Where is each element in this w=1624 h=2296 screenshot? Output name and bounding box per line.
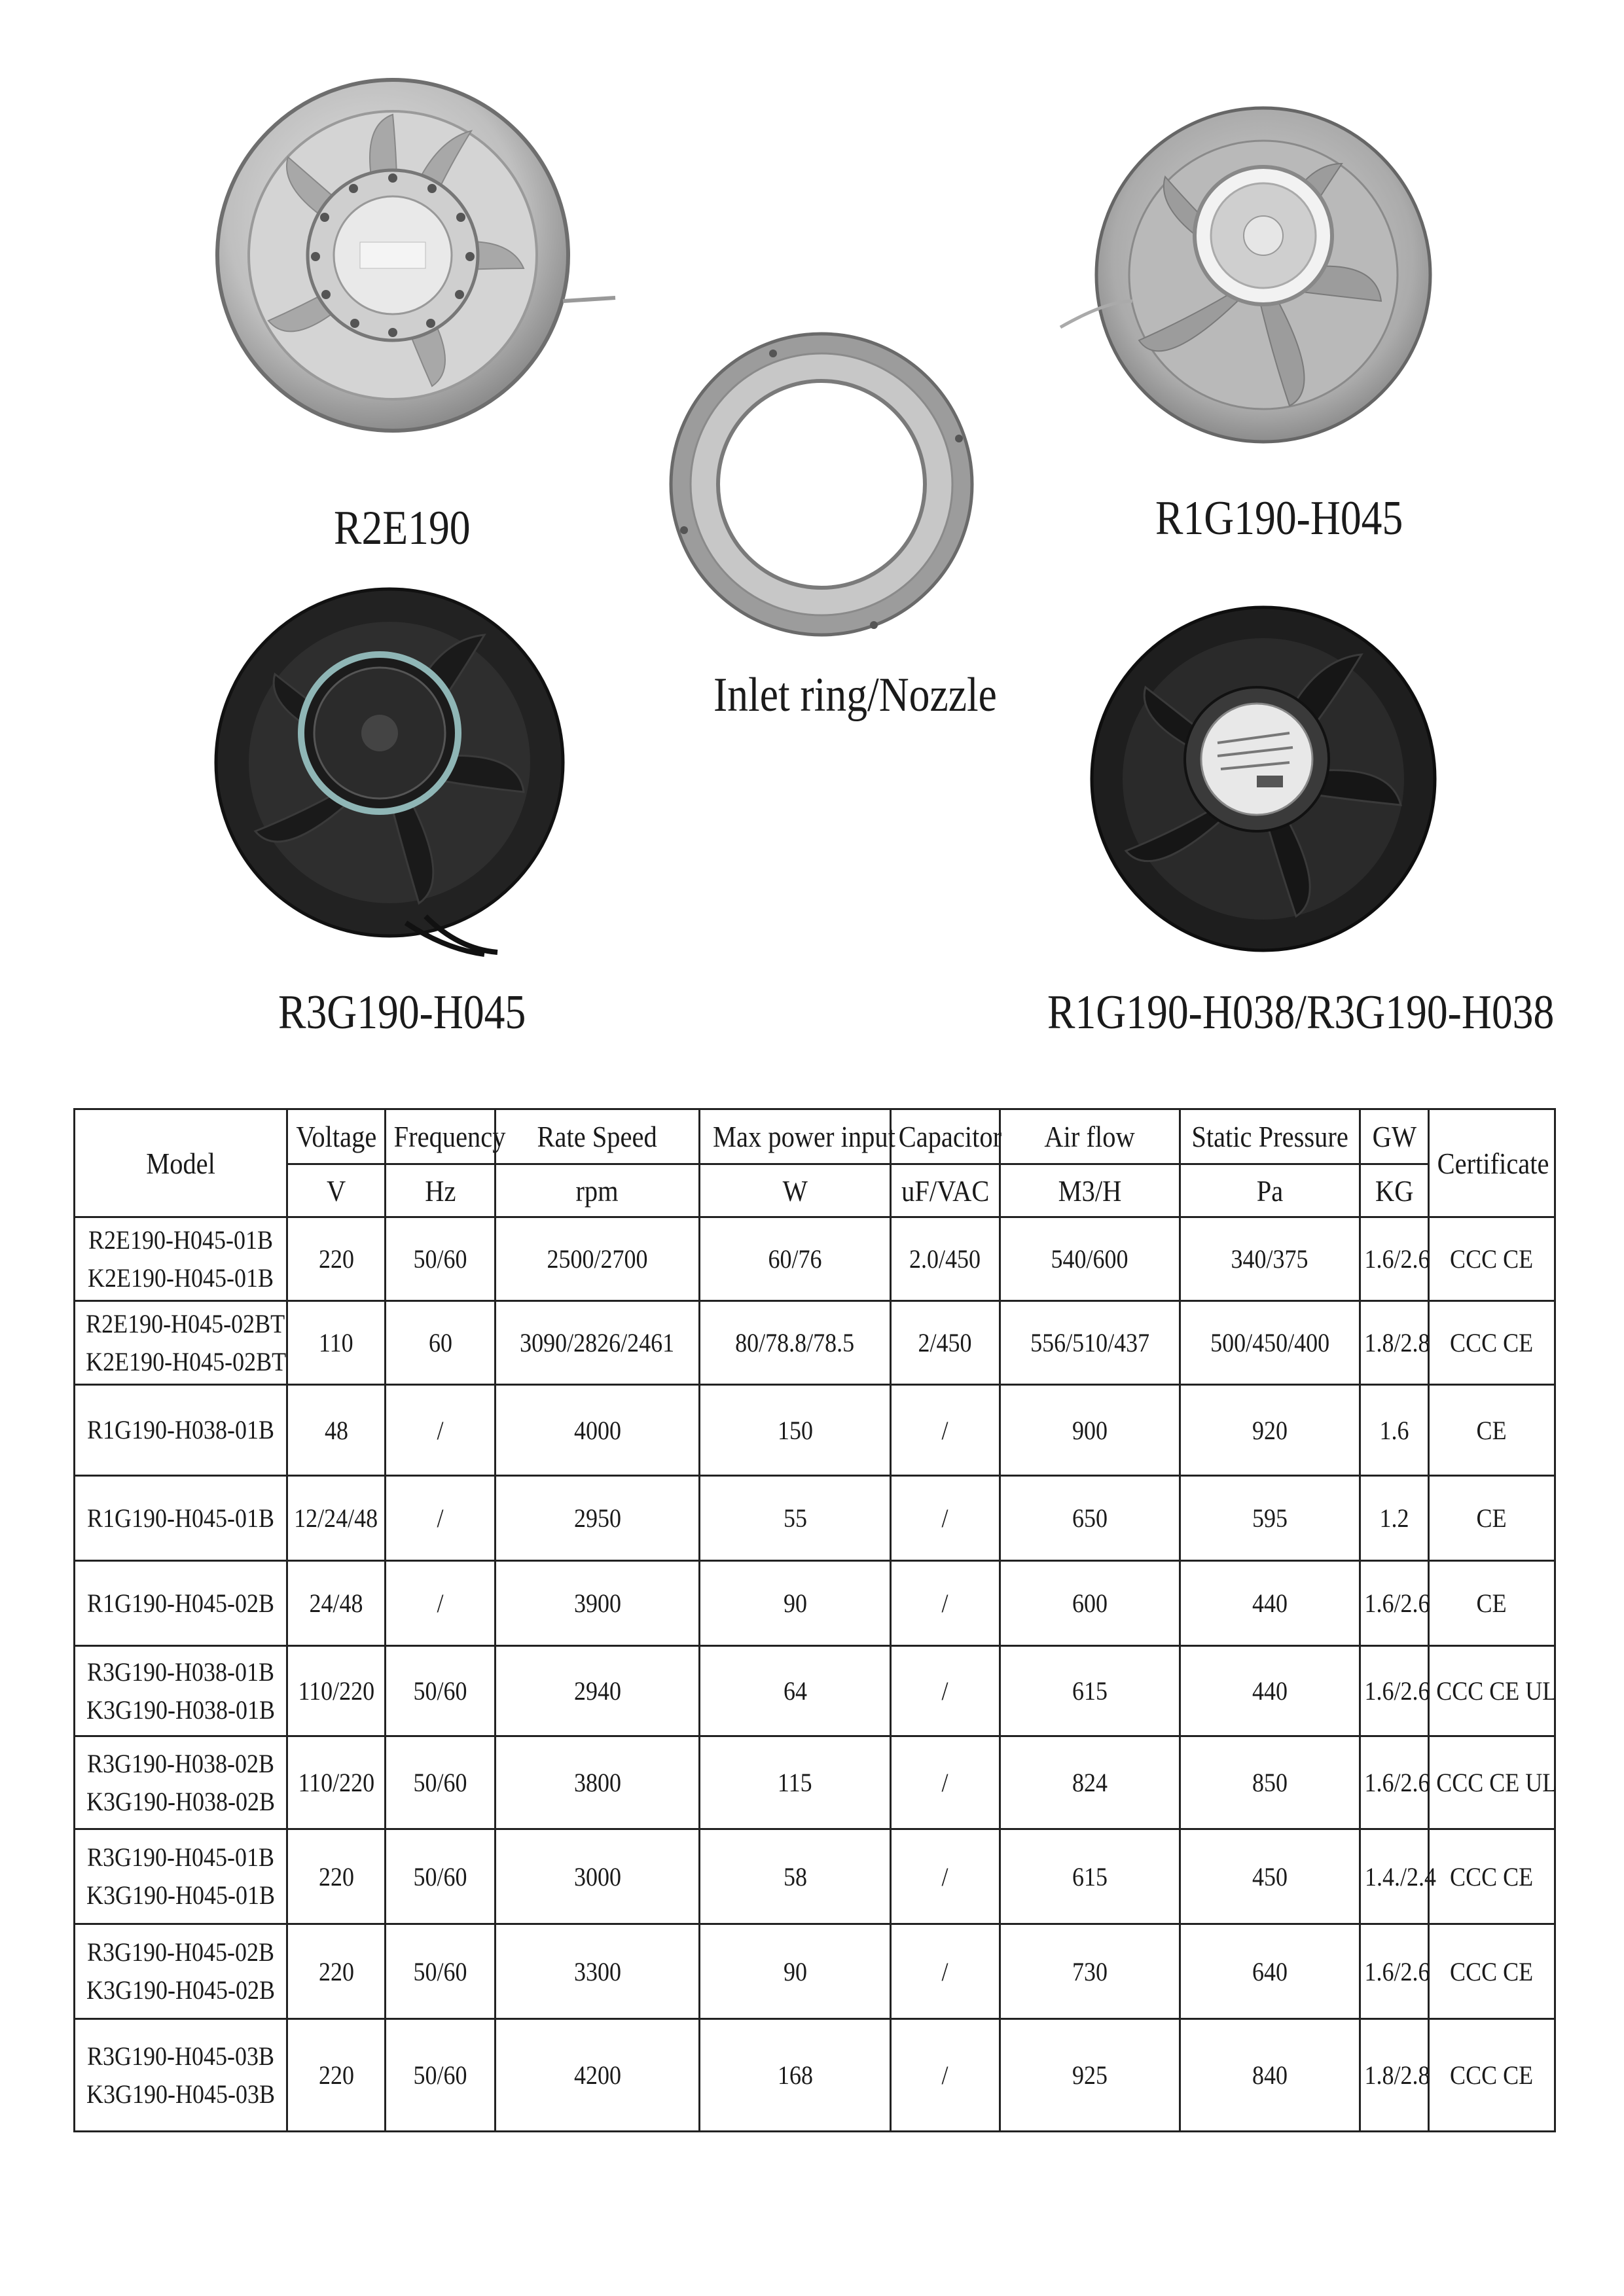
power-cell: 80/78.8/78.5 bbox=[700, 1301, 891, 1385]
power-cell: 168 bbox=[700, 2019, 891, 2132]
frequency-cell: 50/60 bbox=[386, 1736, 496, 1829]
airflow-cell: 824 bbox=[1000, 1736, 1180, 1829]
capacitor-cell: / bbox=[891, 1476, 1000, 1561]
frequency-cell: 50/60 bbox=[386, 1924, 496, 2019]
pressure-cell: 440 bbox=[1180, 1561, 1360, 1646]
table-row bbox=[75, 1829, 1555, 1924]
voltage-cell: 220 bbox=[287, 1829, 386, 1924]
speed-cell: 2940 bbox=[496, 1646, 700, 1736]
model-cell bbox=[75, 1217, 287, 1301]
r2e190-fan-image bbox=[196, 52, 628, 471]
power-cell: 90 bbox=[700, 1561, 891, 1646]
frequency-cell: / bbox=[386, 1385, 496, 1476]
voltage-cell: 220 bbox=[287, 2019, 386, 2132]
pressure-cell: 920 bbox=[1180, 1385, 1360, 1476]
model-cell bbox=[75, 2019, 287, 2132]
model-name: K3G190-H038-02B bbox=[86, 1786, 275, 1816]
voltage-cell: 110/220 bbox=[287, 1736, 386, 1829]
voltage-cell: 110/220 bbox=[287, 1646, 386, 1736]
gw-cell: 1.6/2.6 bbox=[1360, 1561, 1429, 1646]
power-cell: 64 bbox=[700, 1646, 891, 1736]
unit-frequency: Hz bbox=[386, 1164, 496, 1217]
capacitor-cell: / bbox=[891, 1385, 1000, 1476]
certificate-cell: CCC CE bbox=[1429, 1217, 1555, 1301]
power-cell: 150 bbox=[700, 1385, 891, 1476]
model-name: R1G190-H038-01B bbox=[86, 1415, 275, 1444]
model-cell bbox=[75, 1385, 287, 1476]
r1g190-h038-fan-image bbox=[1060, 602, 1466, 956]
capacitor-cell: / bbox=[891, 1924, 1000, 2019]
frequency-cell: / bbox=[386, 1561, 496, 1646]
spec-table bbox=[73, 1108, 1556, 2132]
caption-r1g190-h038: R1G190-H038/R3G190-H038 bbox=[1047, 986, 1555, 1039]
model-name: R3G190-H045-01B bbox=[86, 1842, 275, 1872]
voltage-cell: 12/24/48 bbox=[287, 1476, 386, 1561]
power-cell: 55 bbox=[700, 1476, 891, 1561]
pressure-cell: 340/375 bbox=[1180, 1217, 1360, 1301]
model-cell bbox=[75, 1736, 287, 1829]
unit-static-pressure: Pa bbox=[1180, 1164, 1360, 1217]
capacitor-cell: / bbox=[891, 1736, 1000, 1829]
model-name: R3G190-H038-01B bbox=[86, 1657, 275, 1687]
header-model: Model bbox=[75, 1109, 287, 1217]
model-name: K2E190-H045-01B bbox=[88, 1263, 274, 1293]
model-cell bbox=[75, 1924, 287, 2019]
table-row bbox=[75, 1736, 1555, 1829]
model-cell bbox=[75, 1829, 287, 1924]
model-name: R3G190-H038-02B bbox=[86, 1748, 275, 1778]
pressure-cell: 500/450/400 bbox=[1180, 1301, 1360, 1385]
table-row bbox=[75, 1476, 1555, 1561]
gw-cell: 1.8/2.8 bbox=[1360, 2019, 1429, 2132]
airflow-cell: 540/600 bbox=[1000, 1217, 1180, 1301]
airflow-cell: 900 bbox=[1000, 1385, 1180, 1476]
table-row bbox=[75, 1301, 1555, 1385]
speed-cell: 3000 bbox=[496, 1829, 700, 1924]
certificate-cell: CCC CE bbox=[1429, 1924, 1555, 2019]
capacitor-cell: / bbox=[891, 1561, 1000, 1646]
table-row bbox=[75, 1924, 1555, 2019]
certificate-cell: CCC CE bbox=[1429, 1829, 1555, 1924]
pressure-cell: 595 bbox=[1180, 1476, 1360, 1561]
header-rate-speed: Rate Speed bbox=[496, 1109, 700, 1164]
certificate-cell: CCC CE bbox=[1429, 1301, 1555, 1385]
model-name: R1G190-H045-01B bbox=[86, 1503, 275, 1533]
capacitor-cell: / bbox=[891, 2019, 1000, 2132]
header-gw: GW bbox=[1360, 1109, 1429, 1164]
unit-air-flow: M3/H bbox=[1000, 1164, 1180, 1217]
model-name: R2E190-H045-01B bbox=[88, 1225, 273, 1255]
unit-voltage: V bbox=[287, 1164, 386, 1217]
table-row bbox=[75, 2019, 1555, 2132]
capacitor-cell: 2.0/450 bbox=[891, 1217, 1000, 1301]
table-row bbox=[75, 1217, 1555, 1301]
pressure-cell: 440 bbox=[1180, 1646, 1360, 1736]
gw-cell: 1.8/2.8 bbox=[1360, 1301, 1429, 1385]
table-row bbox=[75, 1646, 1555, 1736]
certificate-cell: CCC CE UL bbox=[1429, 1736, 1555, 1829]
certificate-cell: CE bbox=[1429, 1561, 1555, 1646]
header-capacitor: Capacitor bbox=[891, 1109, 1000, 1164]
header-air-flow: Air flow bbox=[1000, 1109, 1180, 1164]
model-cell bbox=[75, 1476, 287, 1561]
caption-r3g190-h045: R3G190-H045 bbox=[278, 986, 526, 1039]
spec-table-body bbox=[75, 1217, 1555, 2132]
speed-cell: 3800 bbox=[496, 1736, 700, 1829]
frequency-cell: 50/60 bbox=[386, 1217, 496, 1301]
pressure-cell: 450 bbox=[1180, 1829, 1360, 1924]
power-cell: 58 bbox=[700, 1829, 891, 1924]
speed-cell: 3300 bbox=[496, 1924, 700, 2019]
gw-cell: 1.4./2.4 bbox=[1360, 1829, 1429, 1924]
airflow-cell: 615 bbox=[1000, 1646, 1180, 1736]
header-max-power: Max power input bbox=[700, 1109, 891, 1164]
speed-cell: 3090/2826/2461 bbox=[496, 1301, 700, 1385]
gw-cell: 1.2 bbox=[1360, 1476, 1429, 1561]
unit-max-power: W bbox=[700, 1164, 891, 1217]
model-name: K3G190-H045-03B bbox=[86, 2079, 275, 2109]
frequency-cell: / bbox=[386, 1476, 496, 1561]
certificate-cell: CCC CE bbox=[1429, 2019, 1555, 2132]
speed-cell: 3900 bbox=[496, 1561, 700, 1646]
model-name: K2E190-H045-02BT bbox=[86, 1346, 287, 1376]
inlet-ring-image bbox=[658, 327, 985, 648]
header-certificate: Certificate bbox=[1429, 1109, 1555, 1217]
frequency-cell: 60 bbox=[386, 1301, 496, 1385]
unit-gw: KG bbox=[1360, 1164, 1429, 1217]
model-cell bbox=[75, 1646, 287, 1736]
power-cell: 60/76 bbox=[700, 1217, 891, 1301]
airflow-cell: 615 bbox=[1000, 1829, 1180, 1924]
airflow-cell: 730 bbox=[1000, 1924, 1180, 2019]
airflow-cell: 925 bbox=[1000, 2019, 1180, 2132]
r1g190-h045-fan-image bbox=[1041, 105, 1473, 471]
certificate-cell: CE bbox=[1429, 1385, 1555, 1476]
frequency-cell: 50/60 bbox=[386, 1829, 496, 1924]
model-name: K3G190-H045-01B bbox=[86, 1880, 275, 1910]
certificate-cell: CCC CE UL bbox=[1429, 1646, 1555, 1736]
model-name: R1G190-H045-02B bbox=[86, 1588, 275, 1618]
voltage-cell: 220 bbox=[287, 1924, 386, 2019]
caption-r2e190: R2E190 bbox=[334, 501, 471, 555]
pressure-cell: 840 bbox=[1180, 2019, 1360, 2132]
caption-r1g190-h045: R1G190-H045 bbox=[1155, 492, 1403, 545]
model-cell bbox=[75, 1561, 287, 1646]
caption-inlet-ring: Inlet ring/Nozzle bbox=[713, 668, 997, 722]
model-name: K3G190-H038-01B bbox=[86, 1695, 275, 1725]
gw-cell: 1.6 bbox=[1360, 1385, 1429, 1476]
unit-capacitor: uF/VAC bbox=[891, 1164, 1000, 1217]
model-name: R2E190-H045-02BT bbox=[86, 1308, 285, 1338]
voltage-cell: 48 bbox=[287, 1385, 386, 1476]
speed-cell: 2500/2700 bbox=[496, 1217, 700, 1301]
table-row bbox=[75, 1385, 1555, 1476]
pressure-cell: 640 bbox=[1180, 1924, 1360, 2019]
gw-cell: 1.6/2.6 bbox=[1360, 1217, 1429, 1301]
capacitor-cell: / bbox=[891, 1646, 1000, 1736]
table-row bbox=[75, 1561, 1555, 1646]
frequency-cell: 50/60 bbox=[386, 2019, 496, 2132]
voltage-cell: 110 bbox=[287, 1301, 386, 1385]
model-name: K3G190-H045-02B bbox=[86, 1975, 275, 2005]
speed-cell: 4200 bbox=[496, 2019, 700, 2132]
speed-cell: 4000 bbox=[496, 1385, 700, 1476]
power-cell: 115 bbox=[700, 1736, 891, 1829]
speed-cell: 2950 bbox=[496, 1476, 700, 1561]
gw-cell: 1.6/2.6 bbox=[1360, 1646, 1429, 1736]
unit-rate-speed: rpm bbox=[496, 1164, 700, 1217]
capacitor-cell: 2/450 bbox=[891, 1301, 1000, 1385]
header-static-pressure: Static Pressure bbox=[1180, 1109, 1360, 1164]
model-cell bbox=[75, 1301, 287, 1385]
header-voltage: Voltage bbox=[287, 1109, 386, 1164]
certificate-cell: CE bbox=[1429, 1476, 1555, 1561]
header-frequency: Frequency bbox=[386, 1109, 496, 1164]
model-name: R3G190-H045-03B bbox=[86, 2041, 275, 2071]
pressure-cell: 850 bbox=[1180, 1736, 1360, 1829]
airflow-cell: 650 bbox=[1000, 1476, 1180, 1561]
voltage-cell: 220 bbox=[287, 1217, 386, 1301]
airflow-cell: 600 bbox=[1000, 1561, 1180, 1646]
frequency-cell: 50/60 bbox=[386, 1646, 496, 1736]
airflow-cell: 556/510/437 bbox=[1000, 1301, 1180, 1385]
gw-cell: 1.6/2.6 bbox=[1360, 1924, 1429, 2019]
gw-cell: 1.6/2.6 bbox=[1360, 1736, 1429, 1829]
r3g190-h045-fan-image bbox=[209, 576, 576, 956]
voltage-cell: 24/48 bbox=[287, 1561, 386, 1646]
model-name: R3G190-H045-02B bbox=[86, 1937, 275, 1967]
power-cell: 90 bbox=[700, 1924, 891, 2019]
capacitor-cell: / bbox=[891, 1829, 1000, 1924]
